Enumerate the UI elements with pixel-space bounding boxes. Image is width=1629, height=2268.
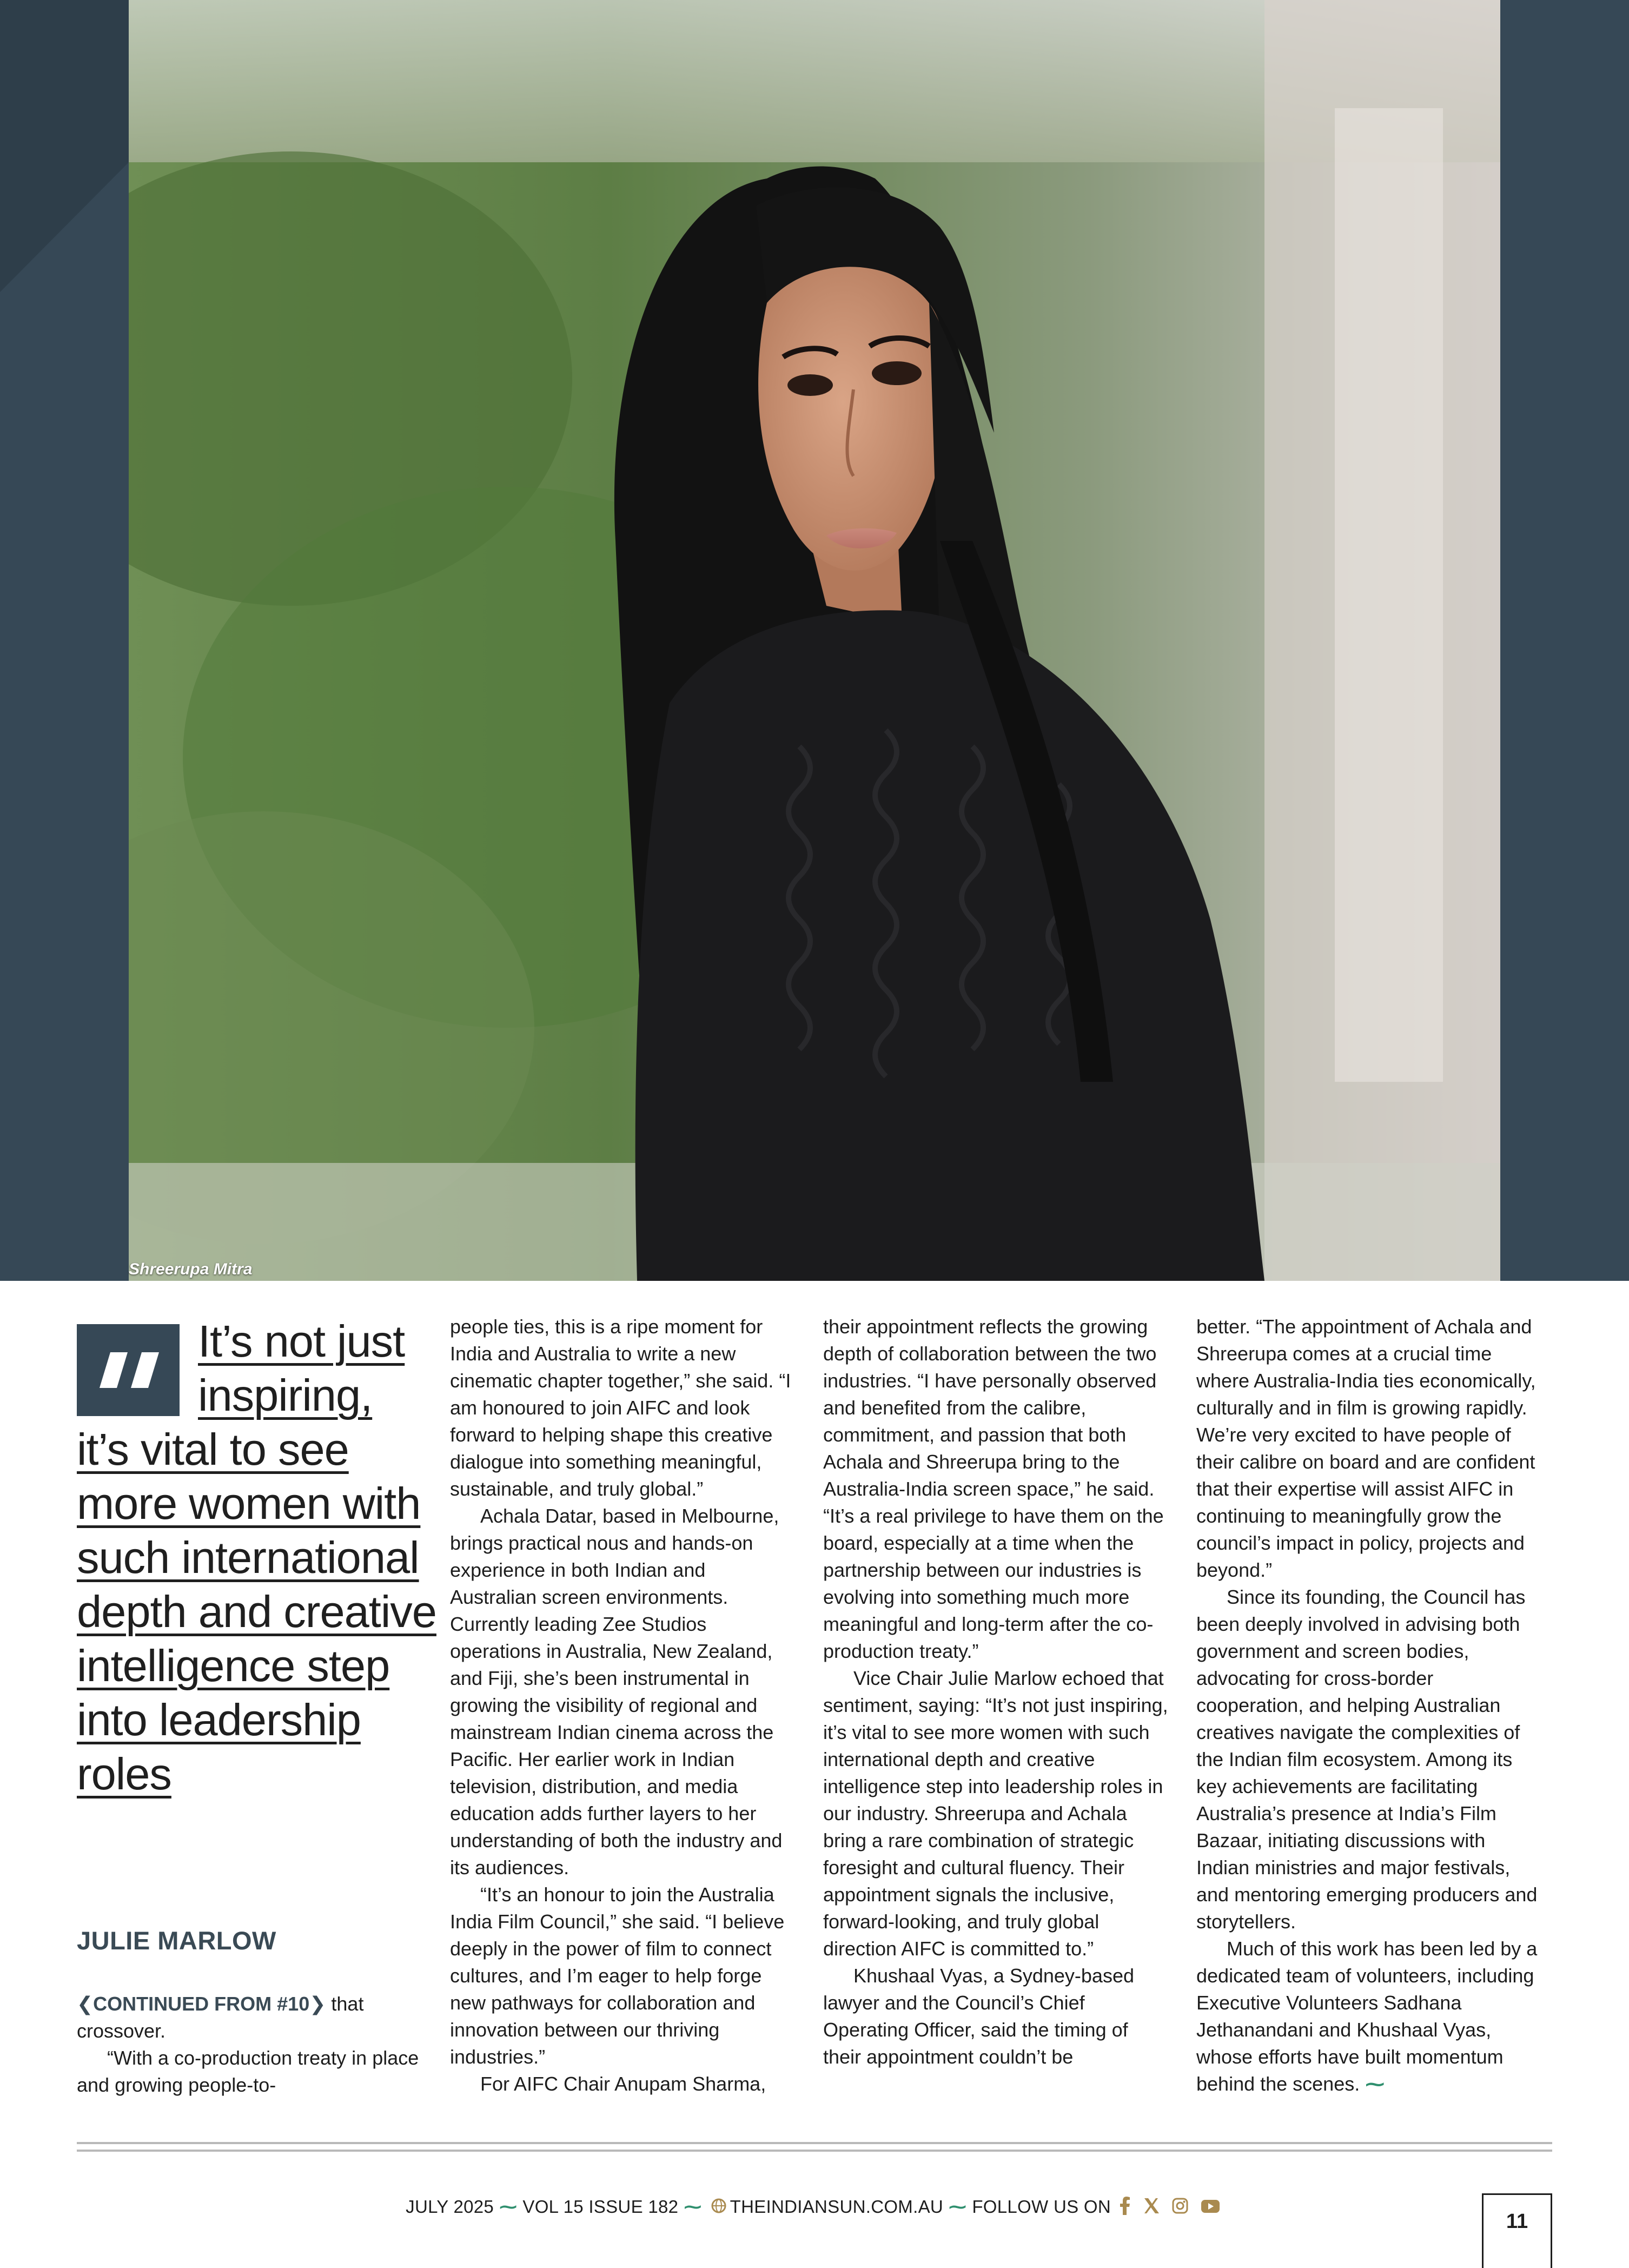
article-paragraph: people ties, this is a ripe moment for India and Australia to write a new cinematic chapter together,” she said. “I am honoured to join AIFC and look forward to helping shape this creative dialogue into something meaningful, sustainable, and truly global.” <box>450 1315 791 1500</box>
footer-follow-label: FOLLOW US ON <box>972 2197 1111 2217</box>
left-color-band <box>0 0 129 1281</box>
pull-quote-rest: it’s vital to see more women with such international depth and creative intelligence step into leadership roles <box>77 1424 436 1799</box>
instagram-icon[interactable] <box>1171 2197 1189 2219</box>
article-paragraph: better. “The appointment of Achala and Shreerupa comes at a crucial time where Australia-India ties economically, culturally and in film is growing rapidly. We’re very excited to have people of their calibre on board and are confident that their expertise will assist AIFC in continuing to meaningfully grow the council’s impact in policy, projects and beyond.” <box>1196 1315 1536 1581</box>
article-paragraph: their appointment reflects the growing depth of collaboration between the two industries. “I have personally observed and benefited from the calibre, commitment, and passion that both Achala and Shreerupa bring to the Australia-India screen space,” he said. “It’s a real privilege to have them on the board, especially at a time when the partnership between our industries is evolving into something much more meaningful and long-term after the co-production treaty.” <box>823 1315 1164 1662</box>
footer-info <box>0 2196 1629 2219</box>
x-icon[interactable] <box>1143 2197 1160 2219</box>
article-paragraph: Vice Chair Julie Marlow echoed that sentiment, saying: “It’s not just inspiring, it’s vital to see more women with such international depth and creative intelligence step into leadership roles in our industry. Shreerupa and Achala bring a rare combination of strategic foresight and cultural fluency. Their appointment signals the inclusive, forward-looking, and truly global direction AIFC is committed to.” <box>823 1667 1168 1960</box>
facebook-icon[interactable] <box>1119 2197 1131 2219</box>
footer-issue: VOL 15 ISSUE 182 <box>522 2197 679 2217</box>
continued-text: that crossover. <box>77 1993 364 2042</box>
footer-divider <box>77 2142 1552 2144</box>
end-mark-icon: ⁓ <box>1365 2073 1385 2095</box>
article-paragraph: Achala Datar, based in Melbourne, brings practical nous and hands-on experience in both Indian and Australian screen environments. Currently leading Zee Studios operations in Australia, New Zealand, and Fiji, she’s been instrumental in growing the visibility of regional and mainstream Indian cinema across the Pacific. Her earlier work in Indian television, distribution, and media education adds further layers to her understanding of both the industry and its audiences. <box>450 1505 783 1879</box>
chevron-left-icon: ❮ <box>77 1993 94 2015</box>
globe-icon <box>711 2198 727 2218</box>
article-paragraph: “It’s an honour to join the Australia India Film Council,” she said. “I believe deeply in the power of film to connect cultures, and I’m eager to help forge new pathways for collaboration and innovation between our thriving industries.” <box>450 1883 785 2068</box>
footer-date: JULY 2025 <box>406 2197 494 2217</box>
pull-quote-line1: It’s not just <box>198 1316 405 1366</box>
pull-quote-author: JULIE MARLOW <box>77 1926 276 1955</box>
article-column-1 <box>77 1991 423 2099</box>
article-column-4 <box>1196 1313 1542 2098</box>
article-column-2 <box>450 1313 796 2098</box>
footer-website-link[interactable]: THEINDIANSUN.COM.AU <box>730 2197 944 2217</box>
right-color-band <box>1500 0 1629 1281</box>
portrait-photo <box>129 0 1500 1281</box>
chevron-right-icon: ❯ <box>309 1993 326 2015</box>
article-paragraph: For AIFC Chair Anupam Sharma, <box>480 2073 766 2095</box>
page-number: 11 <box>1482 2193 1552 2268</box>
photo-caption: Shreerupa Mitra <box>129 1260 253 1278</box>
tilde-separator-icon: ⁓ <box>949 2197 967 2217</box>
pull-quote <box>77 1314 445 1801</box>
article-paragraph: Khushaal Vyas, a Sydney-based lawyer and the Council’s Chief Operating Officer, said the timing of their appointment couldn’t be <box>823 1965 1134 2068</box>
article-last-text: Much of this work has been led by a dedicated team of volunteers, including Executive Volunteers Sadhana Jethanandani and Khushaal Vyas, whose efforts have built momentum behind the scenes. <box>1196 1938 1538 2095</box>
footer-divider <box>77 2150 1552 2152</box>
article-paragraph <box>1196 1935 1542 2098</box>
article-paragraph <box>77 1991 423 2045</box>
continued-label: CONTINUED FROM #10 <box>93 1993 310 2015</box>
pull-quote-line2: inspiring, <box>198 1370 373 1420</box>
article-paragraph: Since its founding, the Council has been deeply involved in advising both government and screen bodies, advocating for cross-border cooperation, and helping Australian creatives navigate the complexities of the Indian film ecosystem. Among its key achievements are facilitating Australia’s presence at India’s Film Bazaar, initiating discussions with Indian ministries and major festivals, and mentoring emerging producers and storytellers. <box>1196 1586 1538 1933</box>
tilde-separator-icon: ⁓ <box>499 2197 518 2217</box>
article-column-3 <box>823 1313 1169 2071</box>
youtube-icon[interactable] <box>1201 2198 1220 2218</box>
tilde-separator-icon: ⁓ <box>684 2197 702 2217</box>
article-paragraph: “With a co-production treaty in place and growing people-to- <box>77 2047 419 2096</box>
